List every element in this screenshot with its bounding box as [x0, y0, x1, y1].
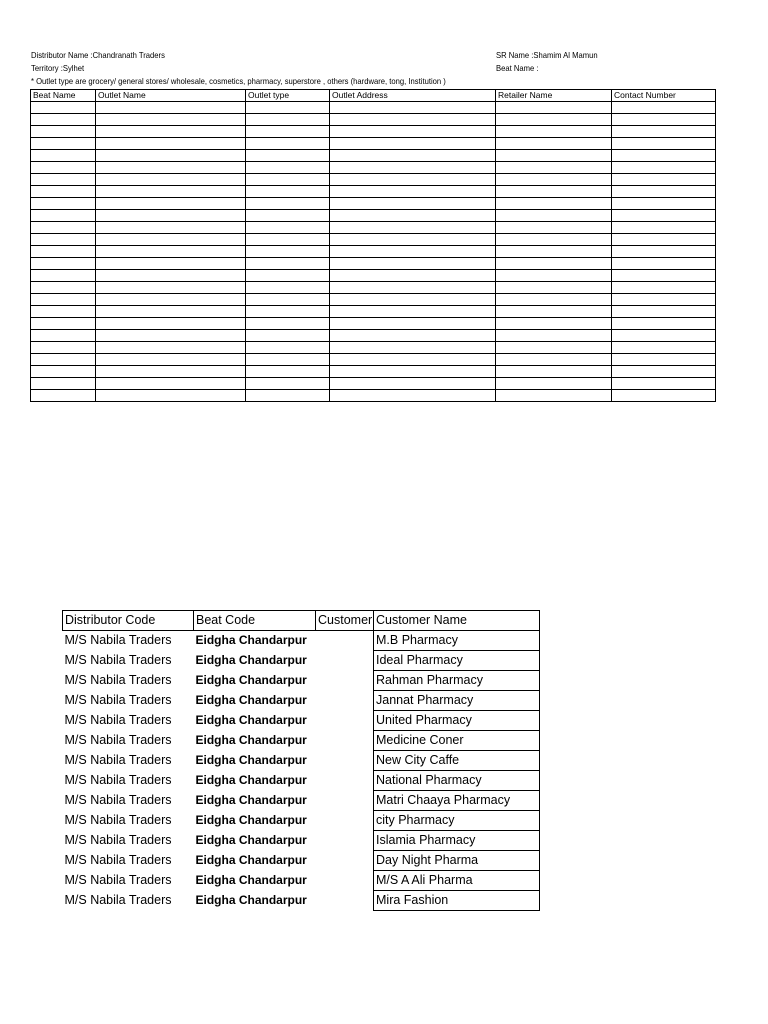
customer-cell	[316, 691, 374, 711]
outlet-table-cell	[496, 186, 612, 198]
outlet-table-cell	[246, 174, 330, 186]
beat-code-cell: Eidgha Chandarpur	[195, 873, 307, 887]
outlet-table-cell	[496, 294, 612, 306]
distributor-code-cell: M/S Nabila Traders	[64, 633, 172, 648]
outlet-table-cell	[612, 162, 716, 174]
outlet-table-cell	[330, 390, 496, 402]
outlet-table-cell	[330, 126, 496, 138]
outlet-table-cell	[330, 234, 496, 246]
outlet-table-row	[31, 234, 716, 246]
outlet-table-cell	[31, 162, 96, 174]
outlet-table-cell	[31, 174, 96, 186]
outlet-table-cell	[330, 114, 496, 126]
customer-cell	[316, 811, 374, 831]
outlet-table-cell	[496, 270, 612, 282]
outlet-table-cell	[612, 306, 716, 318]
outlet-table-cell	[612, 258, 716, 270]
outlet-table-cell	[31, 294, 96, 306]
outlet-table-cell	[496, 378, 612, 390]
outlet-table-cell	[31, 138, 96, 150]
outlet-table	[30, 89, 716, 402]
outlet-table-cell	[31, 390, 96, 402]
customer-table-row	[63, 711, 540, 731]
outlet-table-cell	[31, 366, 96, 378]
outlet-table-cell	[96, 378, 246, 390]
outlet-table-cell	[330, 330, 496, 342]
outlet-table-cell	[31, 150, 96, 162]
outlet-table-cell	[96, 186, 246, 198]
outlet-table-cell	[330, 366, 496, 378]
outlet-table-cell	[612, 354, 716, 366]
outlet-table-cell	[612, 126, 716, 138]
beat-code-cell: Eidgha Chandarpur	[195, 753, 307, 767]
beat-code-cell: Eidgha Chandarpur	[195, 833, 307, 847]
outlet-table-row	[31, 102, 716, 114]
outlet-table-cell	[246, 138, 330, 150]
distributor-code-cell: M/S Nabila Traders	[64, 693, 172, 707]
col-beat-name: Beat Name	[31, 90, 96, 102]
outlet-table-row	[31, 366, 716, 378]
outlet-table-cell	[96, 198, 246, 210]
outlet-table-cell	[96, 366, 246, 378]
outlet-table-cell	[496, 198, 612, 210]
outlet-table-cell	[246, 366, 330, 378]
col-beat-code: Beat Code	[194, 611, 316, 631]
customer-table-row	[63, 651, 540, 671]
outlet-table-row	[31, 150, 716, 162]
outlet-table-cell	[246, 162, 330, 174]
outlet-table-cell	[330, 318, 496, 330]
outlet-table-cell	[96, 210, 246, 222]
outlet-table-cell	[31, 342, 96, 354]
outlet-table-cell	[496, 366, 612, 378]
outlet-table-cell	[330, 186, 496, 198]
customer-cell	[316, 871, 374, 891]
customer-cell	[316, 631, 374, 651]
outlet-table-cell	[246, 186, 330, 198]
outlet-table-cell	[96, 174, 246, 186]
outlet-table-row	[31, 294, 716, 306]
outlet-table-cell	[96, 354, 246, 366]
outlet-table-cell	[496, 330, 612, 342]
outlet-table-cell	[612, 246, 716, 258]
outlet-table-cell	[96, 114, 246, 126]
outlet-table-cell	[496, 138, 612, 150]
beat-code-cell: Eidgha Chandarpur	[195, 793, 307, 807]
outlet-table-cell	[31, 258, 96, 270]
outlet-table-row	[31, 390, 716, 402]
outlet-table-row	[31, 162, 716, 174]
customer-name-cell: Islamia Pharmacy	[374, 831, 540, 851]
outlet-table-cell	[330, 102, 496, 114]
distributor-code-cell: M/S Nabila Traders	[64, 813, 172, 827]
outlet-table-cell	[612, 222, 716, 234]
customer-table-row	[63, 851, 540, 871]
outlet-table-row	[31, 210, 716, 222]
customer-table-row	[63, 891, 540, 911]
outlet-table-cell	[612, 390, 716, 402]
outlet-table-cell	[96, 102, 246, 114]
outlet-table-cell	[96, 318, 246, 330]
outlet-table-cell	[246, 378, 330, 390]
outlet-table-row	[31, 354, 716, 366]
outlet-table-cell	[612, 102, 716, 114]
outlet-table-cell	[31, 114, 96, 126]
outlet-table-cell	[96, 270, 246, 282]
outlet-table-cell	[96, 342, 246, 354]
outlet-table-cell	[612, 234, 716, 246]
outlet-table-cell	[496, 282, 612, 294]
outlet-table-cell	[96, 282, 246, 294]
outlet-table-cell	[330, 162, 496, 174]
beat-code-cell: Eidgha Chandarpur	[195, 633, 307, 648]
outlet-table-cell	[612, 186, 716, 198]
customer-table-header	[63, 611, 540, 631]
customer-cell	[316, 751, 374, 771]
outlet-table-cell	[31, 246, 96, 258]
beat-code-cell: Eidgha Chandarpur	[195, 893, 307, 907]
outlet-table-cell	[612, 198, 716, 210]
col-distributor-code: Distributor Code	[63, 611, 194, 631]
outlet-table-cell	[31, 234, 96, 246]
customer-table-row	[63, 771, 540, 791]
outlet-table-row	[31, 186, 716, 198]
customer-cell	[316, 891, 374, 911]
outlet-table-cell	[612, 330, 716, 342]
customer-name-cell: Medicine Coner	[374, 731, 540, 751]
sr-name-line: SR Name :Shamim Al Mamun	[496, 50, 598, 60]
outlet-table-header	[31, 90, 716, 102]
outlet-table-cell	[246, 330, 330, 342]
customer-table-row	[63, 751, 540, 771]
distributor-code-cell: M/S Nabila Traders	[64, 773, 172, 787]
distributor-code-cell: M/S Nabila Traders	[64, 713, 172, 727]
outlet-table-cell	[246, 150, 330, 162]
outlet-table-cell	[330, 174, 496, 186]
outlet-table-cell	[31, 198, 96, 210]
beat-code-cell: Eidgha Chandarpur	[195, 673, 307, 687]
customer-cell	[316, 671, 374, 691]
outlet-table-cell	[612, 282, 716, 294]
beat-code-cell: Eidgha Chandarpur	[195, 653, 307, 667]
outlet-table-row	[31, 198, 716, 210]
outlet-table-cell	[246, 210, 330, 222]
distributor-code-cell: M/S Nabila Traders	[64, 753, 172, 767]
customer-name-cell: Ideal Pharmacy	[374, 651, 540, 671]
outlet-table-cell	[96, 234, 246, 246]
outlet-table-cell	[31, 210, 96, 222]
outlet-table-cell	[612, 366, 716, 378]
customer-cell	[316, 711, 374, 731]
outlet-table-row	[31, 342, 716, 354]
beat-code-cell: Eidgha Chandarpur	[195, 773, 307, 787]
outlet-table-cell	[31, 354, 96, 366]
customer-cell	[316, 851, 374, 871]
outlet-table-cell	[330, 210, 496, 222]
outlet-table-cell	[496, 342, 612, 354]
customer-table-row	[63, 671, 540, 691]
outlet-table-cell	[330, 258, 496, 270]
outlet-table-cell	[496, 354, 612, 366]
outlet-table-cell	[96, 222, 246, 234]
col-customer-name: Customer Name	[374, 611, 540, 631]
customer-table-row	[63, 831, 540, 851]
outlet-table-cell	[246, 102, 330, 114]
col-outlet-type: Outlet type	[246, 90, 330, 102]
beat-code-cell: Eidgha Chandarpur	[195, 813, 307, 827]
outlet-table-cell	[246, 390, 330, 402]
customer-name-cell: Day Night Pharma	[374, 851, 540, 871]
outlet-table-cell	[330, 282, 496, 294]
outlet-table-cell	[612, 114, 716, 126]
customer-table-row	[63, 631, 540, 651]
outlet-table-cell	[330, 246, 496, 258]
outlet-table-cell	[612, 318, 716, 330]
outlet-table-cell	[330, 270, 496, 282]
customer-name-cell: M/S A Ali Pharma	[374, 871, 540, 891]
outlet-table-cell	[246, 282, 330, 294]
outlet-table-row	[31, 258, 716, 270]
outlet-table-row	[31, 246, 716, 258]
outlet-table-cell	[31, 186, 96, 198]
outlet-table-cell	[96, 126, 246, 138]
outlet-table-cell	[496, 390, 612, 402]
customer-cell	[316, 791, 374, 811]
outlet-table-cell	[31, 126, 96, 138]
col-retailer-name: Retailer Name	[496, 90, 612, 102]
beat-code-cell: Eidgha Chandarpur	[195, 853, 307, 867]
col-contact-number: Contact Number	[612, 90, 716, 102]
outlet-table-cell	[96, 390, 246, 402]
outlet-table-cell	[246, 126, 330, 138]
outlet-table-cell	[31, 282, 96, 294]
customer-name-cell: Jannat Pharmacy	[374, 691, 540, 711]
outlet-table-row	[31, 282, 716, 294]
outlet-table-cell	[496, 162, 612, 174]
territory-line: Territory :Sylhet	[31, 63, 85, 73]
outlet-table-row	[31, 126, 716, 138]
outlet-table-cell	[96, 294, 246, 306]
outlet-table-row	[31, 138, 716, 150]
outlet-table-cell	[612, 342, 716, 354]
distributor-name-line: Distributor Name :Chandranath Traders	[31, 50, 165, 60]
customer-cell	[316, 831, 374, 851]
outlet-table-cell	[496, 318, 612, 330]
outlet-table-cell	[96, 330, 246, 342]
customer-name-cell: city Pharmacy	[374, 811, 540, 831]
outlet-table-cell	[31, 270, 96, 282]
distributor-code-cell: M/S Nabila Traders	[64, 793, 172, 807]
outlet-table-cell	[496, 126, 612, 138]
outlet-table-cell	[612, 294, 716, 306]
customer-table-row	[63, 811, 540, 831]
outlet-table-cell	[96, 138, 246, 150]
outlet-table-cell	[246, 318, 330, 330]
customer-name-cell: Matri Chaaya Pharmacy	[374, 791, 540, 811]
outlet-table-cell	[612, 138, 716, 150]
outlet-table-cell	[496, 150, 612, 162]
customer-cell	[316, 771, 374, 791]
outlet-table-cell	[31, 222, 96, 234]
outlet-table-cell	[612, 270, 716, 282]
outlet-table-cell	[496, 114, 612, 126]
outlet-table-cell	[496, 258, 612, 270]
outlet-table-cell	[496, 174, 612, 186]
outlet-table-cell	[246, 246, 330, 258]
customer-name-cell: Mira Fashion	[374, 891, 540, 911]
outlet-table-cell	[246, 258, 330, 270]
customer-table	[62, 610, 540, 911]
col-customer: Customer	[316, 611, 374, 631]
customer-name-cell: National Pharmacy	[374, 771, 540, 791]
outlet-table-cell	[246, 270, 330, 282]
outlet-table-cell	[246, 198, 330, 210]
outlet-table-cell	[246, 294, 330, 306]
outlet-table-cell	[31, 102, 96, 114]
outlet-table-row	[31, 222, 716, 234]
outlet-table-cell	[496, 306, 612, 318]
outlet-table-cell	[330, 378, 496, 390]
outlet-table-cell	[96, 150, 246, 162]
distributor-code-cell: M/S Nabila Traders	[64, 893, 172, 907]
outlet-table-cell	[96, 306, 246, 318]
distributor-code-cell: M/S Nabila Traders	[64, 733, 172, 747]
distributor-code-cell: M/S Nabila Traders	[64, 873, 172, 887]
beat-code-cell: Eidgha Chandarpur	[195, 693, 307, 707]
outlet-table-cell	[330, 198, 496, 210]
outlet-table-row	[31, 330, 716, 342]
outlet-table-row	[31, 270, 716, 282]
customer-table-row	[63, 791, 540, 811]
customer-cell	[316, 731, 374, 751]
outlet-table-cell	[496, 234, 612, 246]
outlet-table-cell	[612, 150, 716, 162]
outlet-table-cell	[31, 378, 96, 390]
outlet-table-cell	[96, 162, 246, 174]
distributor-code-cell: M/S Nabila Traders	[64, 653, 172, 667]
outlet-table-cell	[246, 306, 330, 318]
outlet-table-cell	[612, 174, 716, 186]
customer-cell	[316, 651, 374, 671]
outlet-table-row	[31, 378, 716, 390]
customer-table-row	[63, 871, 540, 891]
distributor-code-cell: M/S Nabila Traders	[64, 853, 172, 867]
outlet-table-cell	[330, 222, 496, 234]
customer-table-row	[63, 731, 540, 751]
outlet-table-row	[31, 114, 716, 126]
outlet-table-cell	[96, 258, 246, 270]
beat-code-cell: Eidgha Chandarpur	[195, 733, 307, 747]
outlet-table-cell	[330, 354, 496, 366]
outlet-table-cell	[246, 342, 330, 354]
outlet-table-cell	[246, 222, 330, 234]
outlet-table-cell	[330, 306, 496, 318]
outlet-table-cell	[31, 306, 96, 318]
outlet-table-cell	[612, 210, 716, 222]
outlet-table-cell	[496, 246, 612, 258]
outlet-table-cell	[330, 138, 496, 150]
beat-code-cell: Eidgha Chandarpur	[195, 713, 307, 727]
customer-name-cell: New City Caffe	[374, 751, 540, 771]
outlet-table-cell	[246, 114, 330, 126]
outlet-table-cell	[496, 222, 612, 234]
customer-name-cell: M.B Pharmacy	[374, 631, 540, 651]
outlet-type-note: * Outlet type are grocery/ general stores/ wholesale, cosmetics, pharmacy, superstore , others (hardware, tong, Institution )	[31, 76, 446, 86]
distributor-code-cell: M/S Nabila Traders	[64, 833, 172, 847]
customer-name-cell: United Pharmacy	[374, 711, 540, 731]
outlet-table-cell	[246, 354, 330, 366]
outlet-table-cell	[31, 318, 96, 330]
outlet-table-cell	[246, 234, 330, 246]
outlet-table-cell	[96, 246, 246, 258]
outlet-table-row	[31, 318, 716, 330]
outlet-table-cell	[330, 294, 496, 306]
beat-name-line: Beat Name :	[496, 63, 539, 73]
col-outlet-name: Outlet Name	[96, 90, 246, 102]
outlet-table-cell	[330, 342, 496, 354]
outlet-table-cell	[612, 378, 716, 390]
outlet-table-row	[31, 306, 716, 318]
customer-table-row	[63, 691, 540, 711]
outlet-table-row	[31, 174, 716, 186]
outlet-table-cell	[31, 330, 96, 342]
outlet-table-cell	[496, 210, 612, 222]
distributor-code-cell: M/S Nabila Traders	[64, 673, 172, 687]
outlet-table-cell	[496, 102, 612, 114]
customer-name-cell: Rahman Pharmacy	[374, 671, 540, 691]
outlet-table-cell	[330, 150, 496, 162]
col-outlet-address: Outlet Address	[330, 90, 496, 102]
